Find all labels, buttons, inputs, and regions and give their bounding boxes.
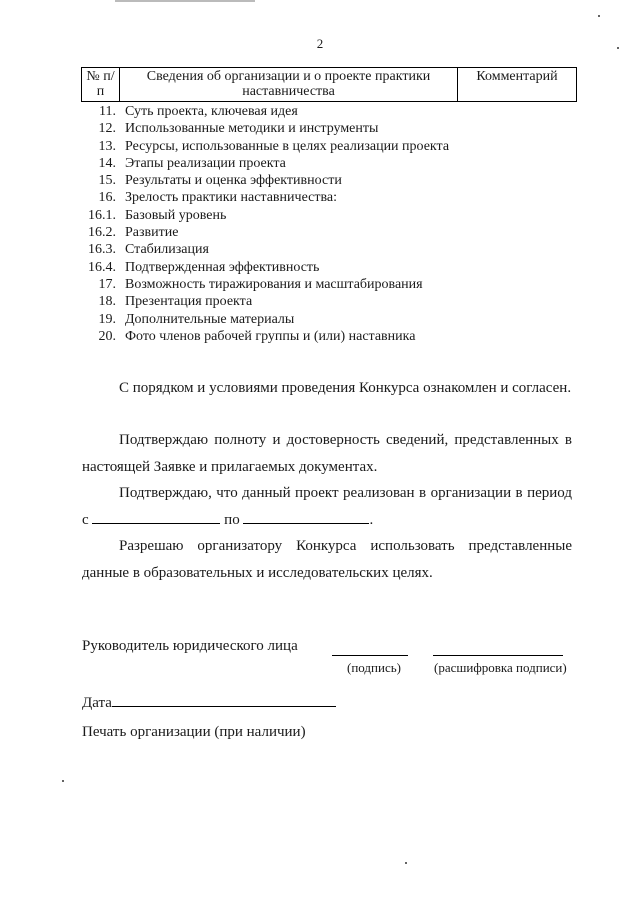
period-start-field[interactable]	[92, 509, 220, 524]
scan-speck	[598, 15, 600, 17]
item-number: 12.	[98, 121, 116, 137]
column-header-info: Сведения об организации и о проекте практики наставничества	[120, 68, 458, 102]
signature-decode-caption: (расшифровка подписи)	[434, 660, 567, 675]
period-end-field[interactable]	[243, 509, 369, 524]
item-number: 16.	[98, 190, 116, 206]
item-number: 16.4.	[88, 259, 116, 275]
form-table-header	[81, 67, 577, 102]
list-item	[82, 207, 472, 224]
items-list	[82, 103, 472, 345]
column-header-comment: Комментарий	[458, 68, 577, 102]
item-number: 13.	[98, 138, 116, 154]
list-item	[82, 259, 472, 276]
item-text: Фото членов рабочей группы и (или) наставника	[125, 328, 416, 344]
item-text: Использованные методики и инструменты	[125, 121, 379, 137]
item-text: Презентация проекта	[125, 294, 253, 310]
list-item	[82, 311, 472, 328]
list-item	[82, 224, 472, 241]
period-end-dot: .	[369, 512, 374, 528]
scan-artifact-top	[115, 0, 255, 2]
item-number: 19.	[98, 311, 116, 327]
confirm-data-paragraph: Подтверждаю полноту и достоверность сведений, представленных в настоящей Заявке и прилагаемых документах.	[82, 432, 572, 475]
permission-paragraph: Разрешаю организатору Конкурса использовать представленные данные в образовательных и исследовательских целях.	[82, 538, 572, 581]
item-text: Развитие	[125, 225, 179, 241]
list-item	[82, 120, 472, 137]
item-number: 16.3.	[88, 242, 116, 258]
date-row	[82, 692, 336, 712]
list-item	[82, 328, 472, 345]
list-item	[82, 241, 472, 258]
item-number: 11.	[99, 104, 116, 119]
item-text: Ресурсы, использованные в целях реализации проекта	[125, 138, 450, 154]
item-number: 16.2.	[88, 225, 116, 241]
scan-speck	[405, 862, 407, 864]
signature-caption: (подпись)	[347, 660, 401, 675]
column-header-number: № п/п	[82, 68, 120, 102]
list-item	[82, 276, 472, 293]
stamp-label: Печать организации (при наличии)	[82, 724, 306, 740]
item-text: Дополнительные материалы	[125, 311, 295, 327]
confirm-period-text: Подтверждаю, что данный проект реализован в организации в период с	[82, 485, 572, 528]
list-item	[82, 103, 472, 120]
item-number: 18.	[98, 294, 116, 310]
item-text: Этапы реализации проекта	[125, 155, 286, 171]
scan-speck	[62, 780, 64, 782]
item-text: Базовый уровень	[125, 207, 227, 223]
signature-decode-field[interactable]	[433, 655, 563, 656]
list-item	[82, 172, 472, 189]
confirm-period-paragraph	[82, 480, 572, 534]
period-to-label: по	[224, 512, 240, 528]
list-item	[82, 155, 472, 172]
item-number: 15.	[98, 173, 116, 189]
agreement-paragraph: С порядком и условиями проведения Конкурса ознакомлен и согласен.	[119, 380, 572, 396]
item-number: 17.	[98, 276, 116, 292]
item-number: 20.	[98, 328, 116, 344]
date-label: Дата	[82, 695, 112, 711]
date-field[interactable]	[112, 692, 336, 707]
item-text: Подтвержденная эффективность	[125, 259, 320, 275]
signature-field[interactable]	[332, 655, 408, 656]
item-number: 16.1.	[88, 207, 116, 223]
item-text: Результаты и оценка эффективности	[125, 173, 342, 189]
item-text: Зрелость практики наставничества:	[125, 190, 337, 206]
list-item	[82, 189, 472, 206]
list-item	[82, 138, 472, 155]
item-text: Стабилизация	[125, 242, 209, 258]
item-text: Суть проекта, ключевая идея	[125, 104, 298, 119]
item-text: Возможность тиражирования и масштабирования	[125, 276, 423, 292]
item-number: 14.	[98, 155, 116, 171]
director-label: Руководитель юридического лица	[82, 638, 298, 654]
page-number: 2	[316, 36, 324, 51]
list-item	[82, 293, 472, 310]
